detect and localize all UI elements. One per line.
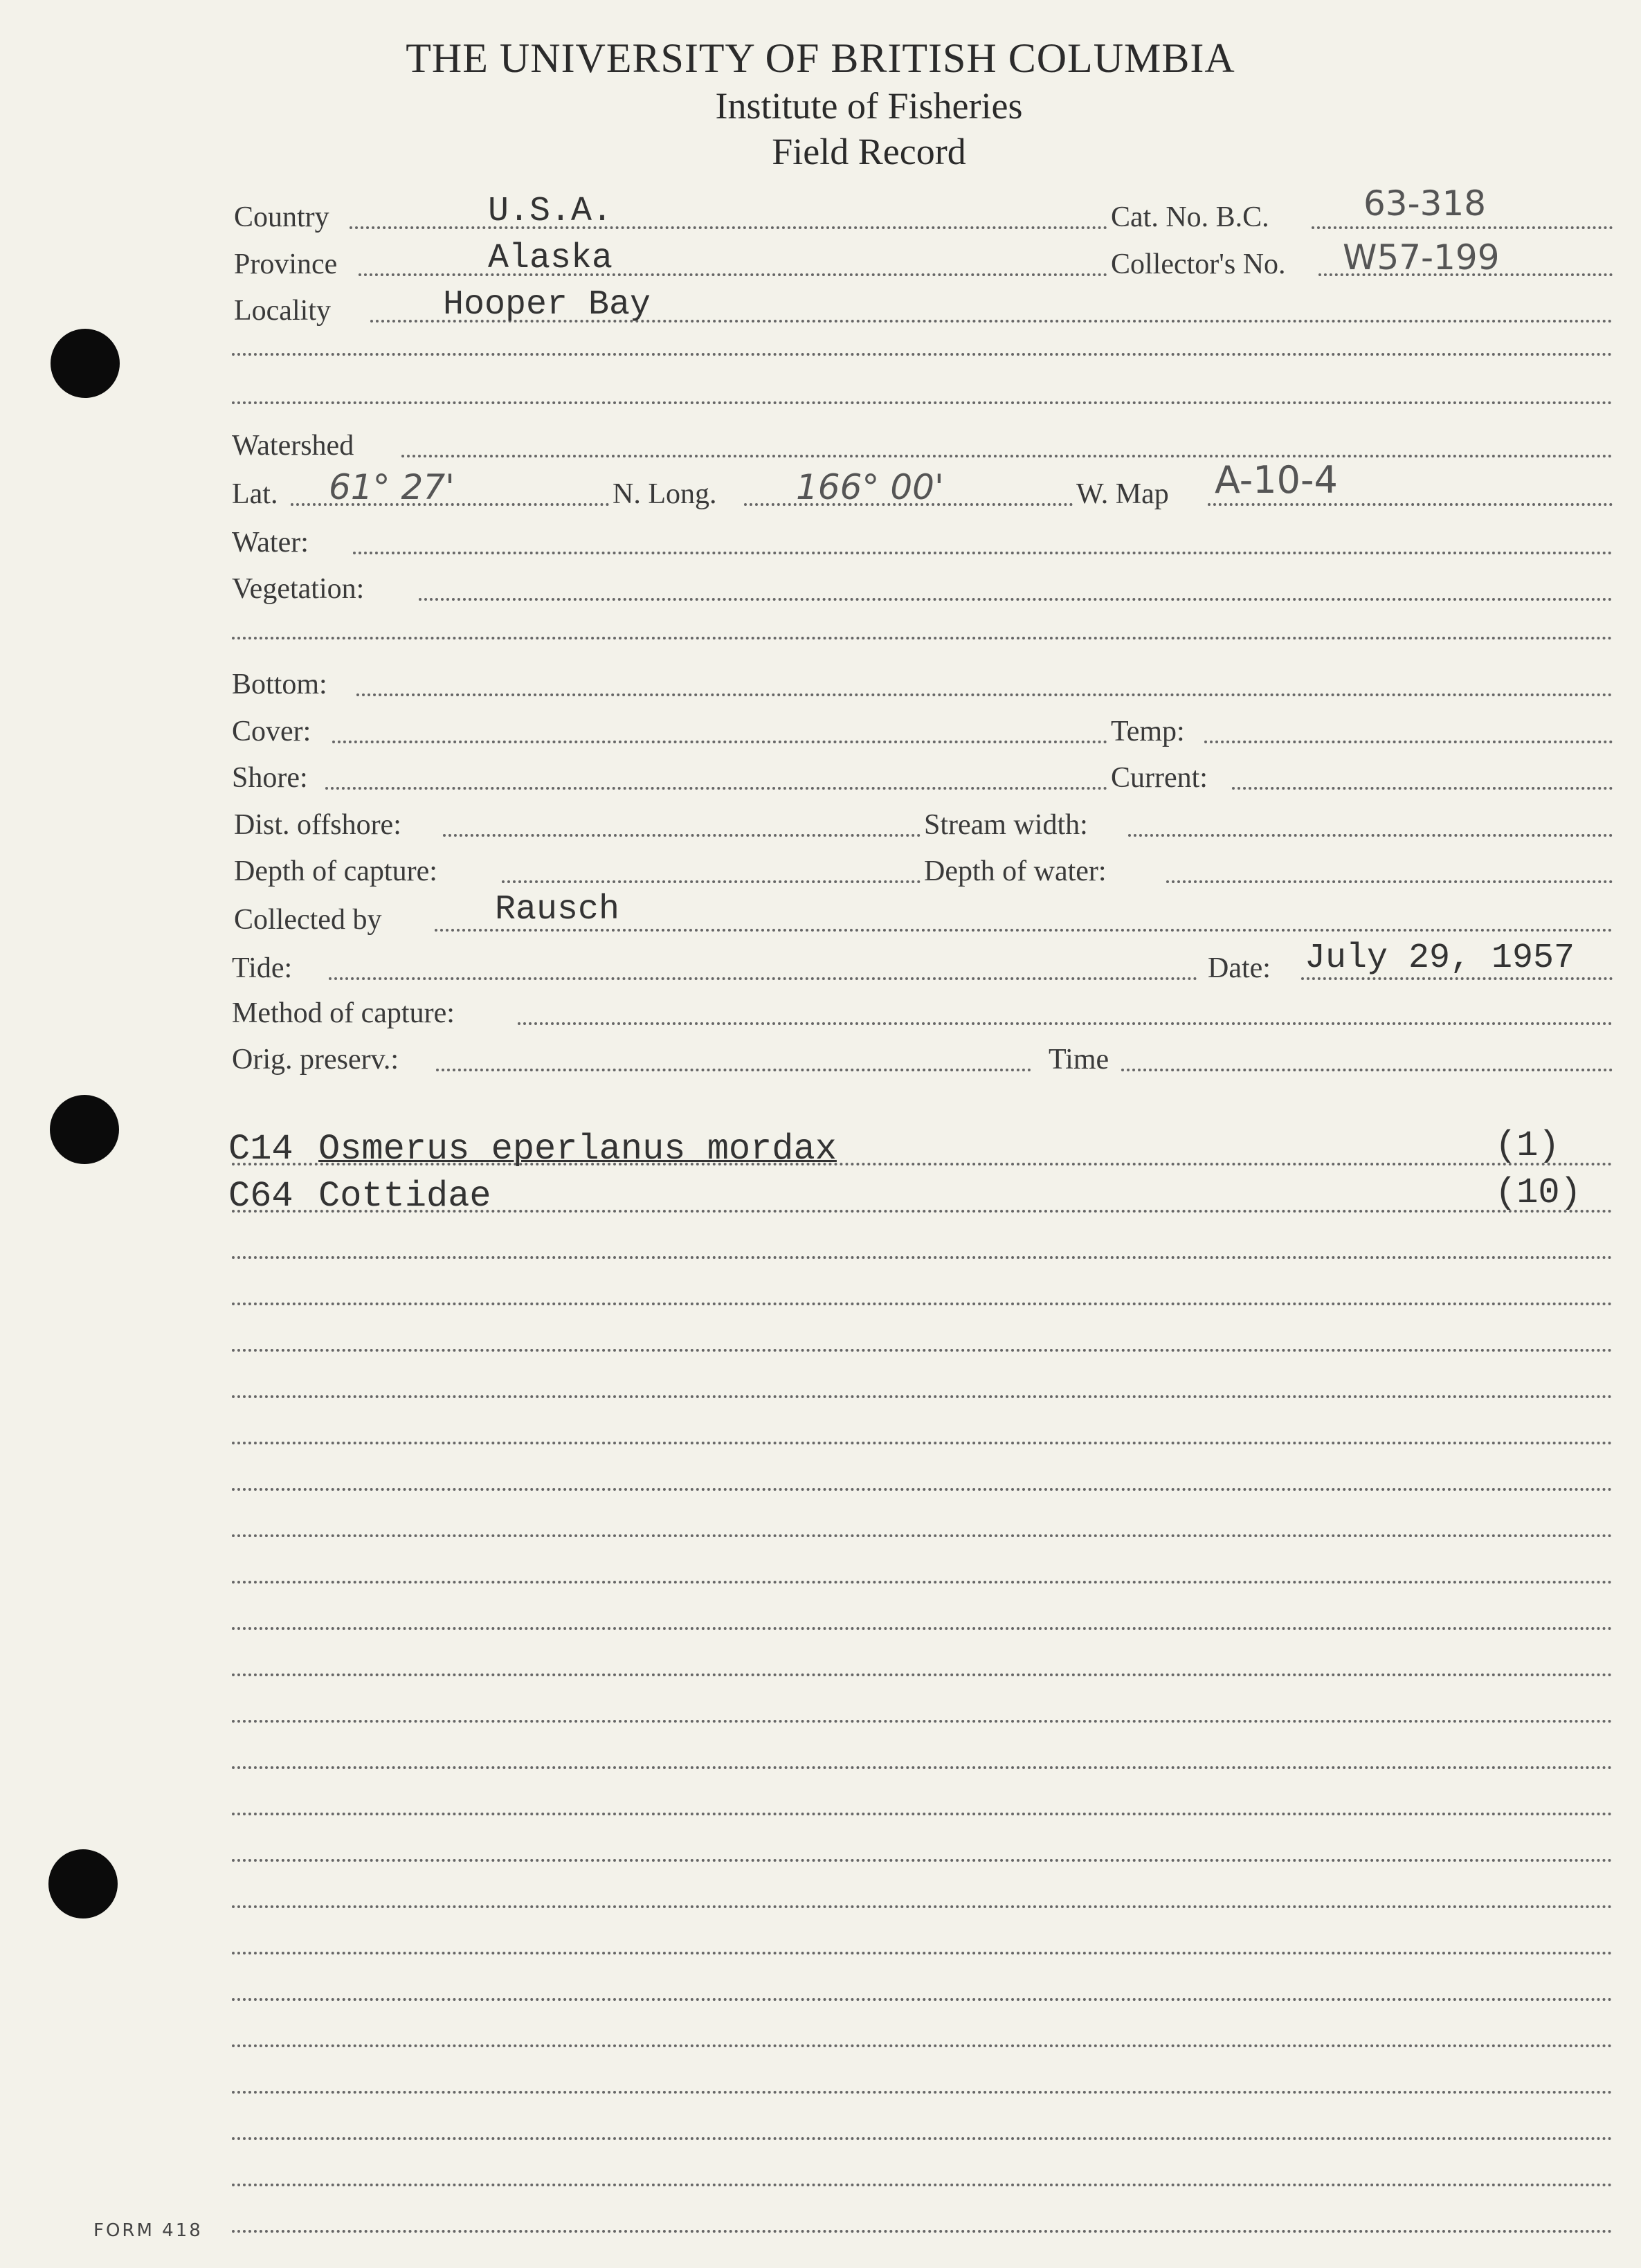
institute-subtitle: Institute of Fisheries <box>715 85 1023 127</box>
country-value: U.S.A. <box>488 192 613 231</box>
vegetation-label: Vegetation: <box>232 573 365 605</box>
depth-capture-label: Depth of capture: <box>234 855 437 887</box>
bottom-label: Bottom: <box>232 669 327 700</box>
map-label: W. Map <box>1076 478 1169 510</box>
watershed-label: Watershed <box>232 430 354 462</box>
specimen-1-count: (1) <box>1495 1125 1560 1166</box>
cat-no-label: Cat. No. B.C. <box>1111 201 1269 233</box>
form-number: FORM 418 <box>93 2220 203 2241</box>
cat-no-value: 63-318 <box>1363 183 1487 224</box>
current-label: Current: <box>1111 762 1208 794</box>
date-value: July 29, 1957 <box>1305 938 1575 978</box>
collectors-no-value: W57-199 <box>1343 237 1500 278</box>
collected-by-label: Collected by <box>234 904 382 936</box>
punch-hole <box>51 329 120 398</box>
shore-label: Shore: <box>232 762 308 794</box>
collected-by-value: Rausch <box>495 890 620 929</box>
country-label: Country <box>234 201 329 233</box>
tide-label: Tide: <box>232 952 293 984</box>
collectors-no-label: Collector's No. <box>1111 248 1286 280</box>
dist-offshore-label: Dist. offshore: <box>234 809 401 841</box>
temp-label: Temp: <box>1111 716 1185 747</box>
specimen-2-code: C64 <box>228 1176 293 1217</box>
specimen-2-count: (10) <box>1495 1172 1581 1213</box>
specimen-2-name: Cottidae <box>318 1176 491 1217</box>
long-value: 166° 00' <box>796 467 944 507</box>
date-label: Date: <box>1208 952 1271 984</box>
lat-label: Lat. <box>232 478 278 510</box>
locality-label: Locality <box>234 295 331 327</box>
record-title: Field Record <box>772 131 966 172</box>
lat-value: 61° 27' <box>329 467 455 507</box>
specimen-1-code: C14 <box>228 1129 293 1170</box>
cover-label: Cover: <box>232 716 311 747</box>
province-label: Province <box>234 248 338 280</box>
specimen-1-name: Osmerus eperlanus mordax <box>318 1129 837 1170</box>
stream-width-label: Stream width: <box>924 809 1088 841</box>
time-label: Time <box>1049 1044 1109 1076</box>
long-label: N. Long. <box>613 478 717 510</box>
locality-value: Hooper Bay <box>443 285 651 325</box>
province-value: Alaska <box>488 239 613 278</box>
university-title: THE UNIVERSITY OF BRITISH COLUMBIA <box>406 35 1235 81</box>
orig-preserv-label: Orig. preserv.: <box>232 1044 399 1076</box>
depth-water-label: Depth of water: <box>924 855 1107 887</box>
map-value: A-10-4 <box>1215 458 1338 502</box>
punch-hole <box>48 1849 118 1918</box>
water-label: Water: <box>232 527 309 559</box>
method-label: Method of capture: <box>232 997 455 1029</box>
punch-hole <box>50 1095 119 1164</box>
